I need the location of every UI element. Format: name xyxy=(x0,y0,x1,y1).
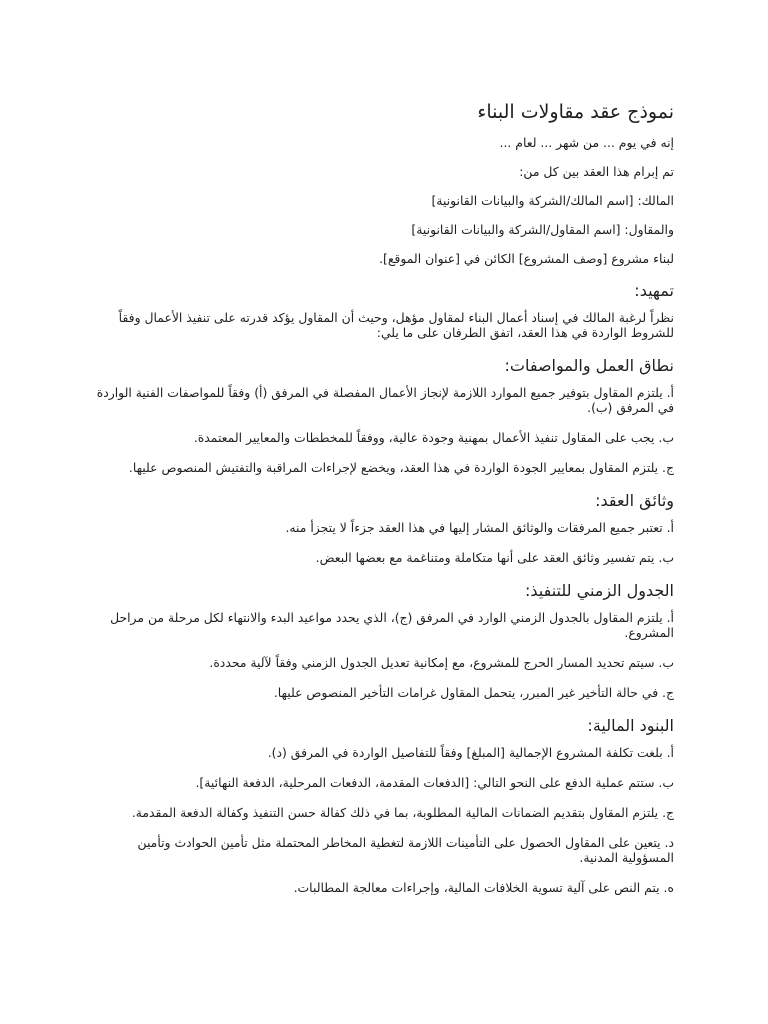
section-heading: تمهيد: xyxy=(634,281,674,300)
section-documents xyxy=(94,490,674,565)
intro-contractor-line: والمقاول: [اسم المقاول/الشركة والبيانات القانونية] xyxy=(411,222,674,237)
section-scope xyxy=(94,355,674,475)
section-paragraph: ب. يجب على المقاول تنفيذ الأعمال بمهنية وجودة عالية، ووفقاً للمخططات والمعايير المعتمدة. xyxy=(193,430,674,445)
section-heading: وثائق العقد: xyxy=(595,491,674,510)
section-paragraph: د. يتعين على المقاول الحصول على التأمينات اللازمة لتغطية المخاطر المحتملة مثل تأمين الحوادث وتأمين المسؤولية المدنية. xyxy=(137,835,674,865)
section-paragraph: ب. سيتم تحديد المسار الحرج للمشروع، مع إمكانية تعديل الجدول الزمني وفقاً لآلية محددة. xyxy=(209,655,674,670)
section-preamble xyxy=(94,280,674,340)
section-schedule xyxy=(94,580,674,700)
intro-project-line: لبناء مشروع [وصف المشروع] الكائن في [عنوان الموقع]. xyxy=(379,251,674,266)
section-paragraph: أ. تعتبر جميع المرفقات والوثائق المشار إليها في هذا العقد جزءاً لا يتجزأ منه. xyxy=(285,520,674,535)
intro-date-line: إنه في يوم ... من شهر ... لعام ... xyxy=(499,135,674,150)
section-heading: البنود المالية: xyxy=(587,716,674,735)
section-paragraph: ب. يتم تفسير وثائق العقد على أنها متكاملة ومتناغمة مع بعضها البعض. xyxy=(315,550,674,565)
document-title: نموذج عقد مقاولات البناء xyxy=(477,101,674,123)
section-paragraph: ج. يلتزم المقاول بتقديم الضمانات المالية المطلوبة، بما في ذلك كفالة حسن التنفيذ وكفالة الدفعة المقدمة. xyxy=(131,805,674,820)
intro-parties-line: تم إبرام هذا العقد بين كل من: xyxy=(519,164,674,179)
section-heading: نطاق العمل والمواصفات: xyxy=(504,356,674,375)
section-heading: الجدول الزمني للتنفيذ: xyxy=(525,581,674,600)
contract-intro xyxy=(94,135,674,266)
section-paragraph: ه. يتم النص على آلية تسوية الخلافات المالية، وإجراءات معالجة المطالبات. xyxy=(293,880,674,895)
section-paragraph: نظراً لرغبة المالك في إسناد أعمال البناء لمقاول مؤهل، وحيث أن المقاول يؤكد قدرته على تنفيذ الأعمال وفقاً للشروط الواردة في هذا العقد، اتفق الطرفان على ما يلي: xyxy=(118,310,674,340)
section-paragraph: ب. ستتم عملية الدفع على النحو التالي: [الدفعات المقدمة، الدفعات المرحلية، الدفعة النهائية]. xyxy=(195,775,674,790)
section-paragraph: أ. يلتزم المقاول بتوفير جميع الموارد اللازمة لإنجاز الأعمال المفصلة في المرفق (أ) وفقاً للمواصفات الفنية الواردة في المرفق (ب). xyxy=(96,385,674,415)
intro-owner-line: المالك: [اسم المالك/الشركة والبيانات القانونية] xyxy=(431,193,674,208)
section-paragraph: أ. يلتزم المقاول بالجدول الزمني الوارد في المرفق (ج)، الذي يحدد مواعيد البدء والانتهاء لكل مرحلة من مراحل المشروع. xyxy=(110,610,674,640)
section-financial xyxy=(94,715,674,895)
section-paragraph: أ. بلغت تكلفة المشروع الإجمالية [المبلغ] وفقاً للتفاصيل الواردة في المرفق (د). xyxy=(267,745,674,760)
section-paragraph: ج. في حالة التأخير غير المبرر، يتحمل المقاول غرامات التأخير المنصوص عليها. xyxy=(273,685,674,700)
section-paragraph: ج. يلتزم المقاول بمعايير الجودة الواردة في هذا العقد، ويخضع لإجراءات المراقبة والتفتيش المنصوص عليها. xyxy=(128,460,674,475)
